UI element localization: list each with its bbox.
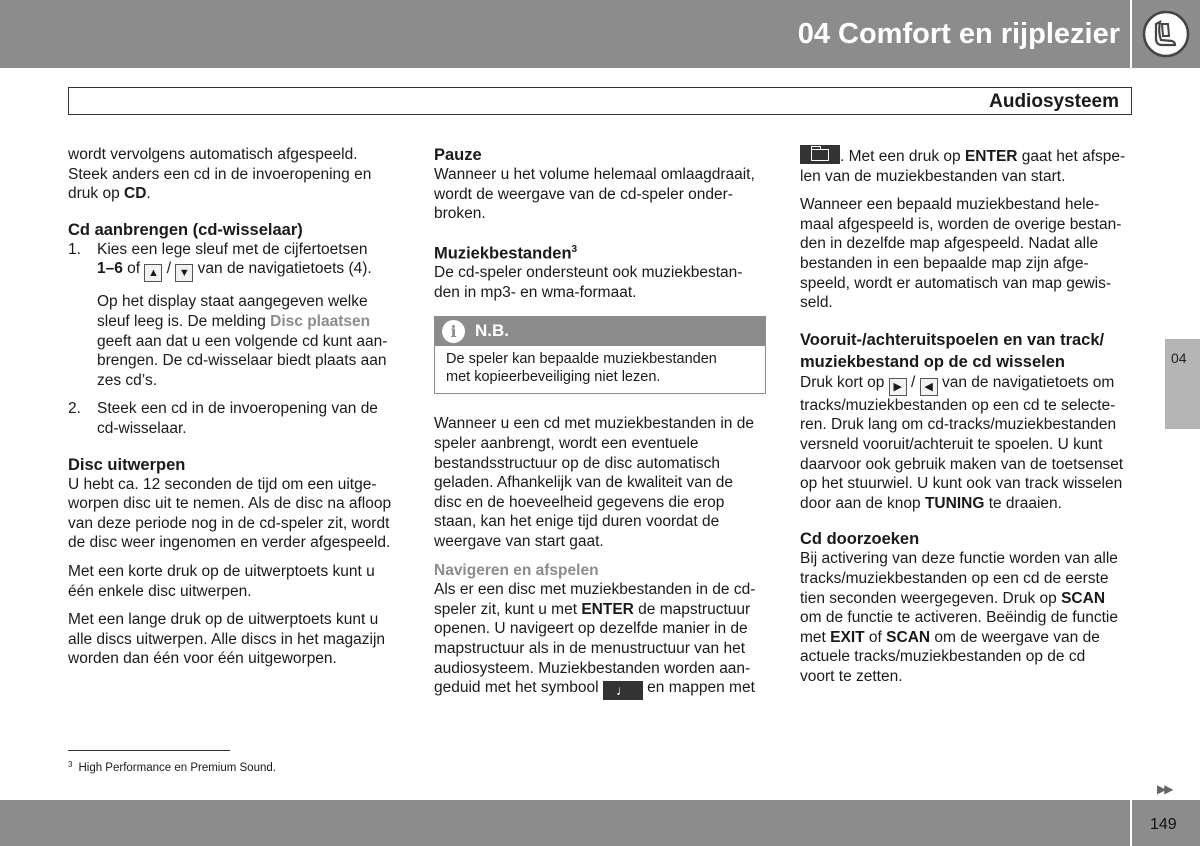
info-icon: i [442,320,465,343]
footer-bar [0,800,1130,846]
enter-paragraph: . Met een druk op ENTER gaat het afspe- len van de muziekbestanden van start. [800,145,1133,186]
side-tab-label: 04 [1171,350,1187,366]
section-title: Audiosysteem [989,91,1119,112]
folder-icon [800,145,840,164]
pauze-paragraph: Wanneer u het volume helemaal omlaagdraait, wordt de weergave van de cd-speler onder- broken. [434,166,755,223]
disc-paragraph-3: Met een lange druk op de uitwerptoets kunt u alle discs uitwerpen. Alle discs in het magazijn worden dan één voor één uitgeworpen. [68,611,386,668]
section-header [68,87,1132,115]
display-message: Disc plaatsen [270,312,371,330]
disc-paragraph-1: U hebt ca. 12 seconden de tijd om een uitge- worpen disc uit te nemen. Als de disc na afloop van deze periode nog in de cd-speler zit, wordt de disc weer ingenomen en verder afgespeeld. [68,475,392,552]
doorzoeken-paragraph: Bij activering van deze functie worden van alle tracks/muziekbestanden op een cd de eerste tien seconden weergegeven. Druk op SCAN om de functie te activeren. Beëindig de functie met EXIT of SCAN om de weergave van de actuele tracks/muziekbestanden op de cd voort te zetten. [800,550,1118,685]
heading-navigeren: Navigeren en afspelen [434,561,599,579]
footnote: $^3$ High Performance en Premium Sound. [68,760,276,774]
list-item-step-2: 2. Steek een cd in de invoeropening van de cd-wisselaar. [68,400,378,437]
cd-structure-paragraph: Wanneer u een cd met muziekbestanden in de speler aanbrengt, wordt een eventuele bestandsstructuur op de disc automatisch geladen. Afhankelijk van de kwaliteit van de disc en de hoeveelheid gegevens die erop staan, kan het enige tijd duren voordat de weergave van start gaat. [434,415,754,551]
chapter-icon-box [1132,0,1200,68]
note-header [435,317,765,346]
note-box [434,316,766,394]
heading-doorzoeken: Cd doorzoeken [800,530,920,549]
heading-vooruit: Vooruit-/achteruitspoelen en van track/ muziekbestand op de cd wisselen [800,330,1105,371]
note-label: N.B. [475,321,509,341]
page-number-box [1132,800,1200,846]
music-note-icon: ♩ [603,681,643,700]
vooruit-paragraph: Druk kort op ▶ / ◀ van de navigatietoets om tracks/muziekbestanden op een cd te selecte- ren. Druk lang om cd-tracks/muziekbestanden versneld vooruit/achteruit te spoelen. U kunt daarvoor ook gebruik maken van de toetsenset op het stuurwiel. U kunt ook van track wisselen door aan de knop TUNING te draaien. [800,373,1124,512]
chapter-title: 04 Comfort en rijplezier [797,18,1120,50]
page-number: 149 [1150,816,1177,833]
intro-paragraph: wordt vervolgens automatisch afgespeeld. Steek anders een cd in de invoeropening en druk op CD. [68,146,372,203]
column-2 [434,145,770,709]
column-1 [68,145,403,678]
arrow-down-icon: ▼ [175,264,193,282]
list-item-step-1: 1. Kies een lege sleuf met de cijfertoetsen 1–6 of ▲ / ▼ van de navigatietoets (4). Op het display staat aangegeven welke sleuf leeg is. De melding Disc plaatsen geeft aan dat u een volgende cd kunt aan- brengen. De cd-wisselaar biedt plaats aan zes cd’s. [68,240,388,389]
next-track-icon: ▶ [889,378,907,396]
column-3 [800,145,1133,695]
heading-muziekbestanden: Muziekbestanden$^3$ [434,243,578,263]
chapter-side-tab [1165,339,1200,429]
chapter-header-bar [0,0,1130,68]
playback-paragraph: Wanneer een bepaald muziekbestand hele- maal afgespeeld is, worden de overige bestan- den in dezelfde map afgespeeld. Nadat alle bestanden in een bepaalde map zijn afge- speeld, wordt er automatisch van map gewis- seld. [800,196,1122,312]
previous-track-icon: ◀ [920,378,938,396]
arrow-up-icon: ▲ [144,264,162,282]
muziek-paragraph: De cd-speler ondersteunt ook muziekbestan- den in mp3- en wma-formaat. [434,264,743,301]
navigeren-paragraph: Als er een disc met muziekbestanden in de cd- speler zit, kunt u met ENTER de mapstructuur openen. U navigeert op dezelfde manier in de mapstructuur als in de menustructuur van het audiosysteem. Muziekbestanden worden aan- geduid met het symbool ♩ en mappen met [434,581,756,699]
note-text: De speler kan bepaalde muziekbestanden met kopieerbeveiliging niet lezen. [446,351,717,386]
footnote-divider [68,750,230,751]
heading-pauze: Pauze [434,146,482,164]
heading-cd-aanbrengen: Cd aanbrengen (cd-wisselaar) [68,220,303,239]
disc-paragraph-2: Met een korte druk op de uitwerptoets kunt u één enkele disc uitwerpen. [68,562,375,600]
seat-icon [1142,10,1190,58]
double-chevron-right-icon: ▶▶ [1157,782,1172,796]
heading-disc-uitwerpen: Disc uitwerpen [68,455,186,474]
